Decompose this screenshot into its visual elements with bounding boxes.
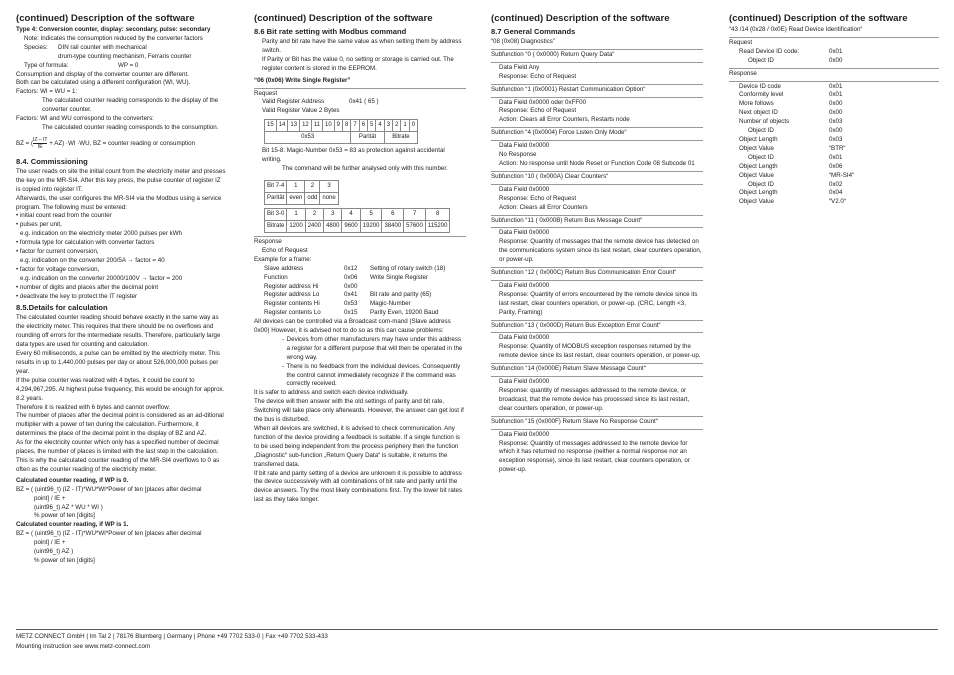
bitrate-header-cell: 3 xyxy=(324,208,342,220)
formula-numerator: IZ – IT xyxy=(33,136,48,143)
type4-formula-type xyxy=(16,62,226,71)
subfunction-title: Subfunction “10 ( 0x000A) Clear Counters“ xyxy=(491,172,609,180)
id-field: Object ID xyxy=(748,153,774,161)
bullet: • factor for voltage conversion, xyxy=(16,265,100,273)
bitrate-value-cell: 115200 xyxy=(425,220,450,232)
bitrate-header-cell: Bit 3-0 xyxy=(265,208,287,220)
subfunction-line: Data Field 0x0000 xyxy=(499,378,550,386)
subfunction-title: Subfunction “1 (0x0001) Restart Communication Option“ xyxy=(491,85,646,93)
subfunction-title: Subfunction “14 (0x000E) Return Slave Message Count“ xyxy=(491,365,646,373)
paragraph: Both can be calculated using a different configuration (WI, WU). xyxy=(16,79,191,87)
paragraph: If bit rate and parity setting of a device are unknown it is possible to address the device successively with all combinations of bit rate and parity until the device answers. Try the most likely combinations first. Try the lower bit rates last as they take longer. xyxy=(254,469,463,504)
paragraph: The calculated counter reading should behave exactly in the same way as the electricity meter. This requires that there should be no overflows and rounding off errors for the intermediate results. Therefore, particularly large data types are used for counting and calculation. xyxy=(16,314,221,349)
id-field: Object Value xyxy=(739,171,774,179)
subfunction-line: Response: Quantity of messages addressed to the remote device for which it has returned no response (neither a normal response nor an exception response), since its last restart, clear counters operation, or power-up. xyxy=(499,439,690,474)
section-title: 8.5.Details for calculation xyxy=(16,303,108,313)
type4-species xyxy=(16,44,226,53)
bitrate-header-cell: 2 xyxy=(305,208,323,220)
column-3 xyxy=(491,12,703,475)
formula xyxy=(16,137,226,150)
frame-row xyxy=(254,274,466,283)
column-1 xyxy=(16,12,226,566)
response-rows xyxy=(729,83,939,208)
parity-table xyxy=(264,180,339,205)
id-row xyxy=(729,109,939,118)
type4-note: Note: Indicates the consumption reduced by the converter factors xyxy=(24,34,203,42)
page-footer xyxy=(16,629,938,652)
subfunction-line: Data Field 0x0000 xyxy=(499,334,550,342)
magic-note: Bit 15-8: Magic-Number 0x53 = 83 as protection against accidental writing. xyxy=(262,147,445,164)
bitrate-cell: Bitrate xyxy=(384,132,417,144)
subfunction-list xyxy=(491,49,703,475)
id-value: 0x00 xyxy=(829,127,843,135)
paragraph: It is safer to address and switch each device individually. xyxy=(254,389,409,397)
id-row xyxy=(729,57,939,66)
subfunction-line: No Response xyxy=(499,151,537,159)
valid-address-label: Valid Register Address xyxy=(262,98,325,106)
frame-field: Register address Hi xyxy=(264,282,319,290)
bitrate-header-row xyxy=(265,208,450,220)
section-title: 8.6 Bit rate setting with Modbus command xyxy=(254,27,407,36)
frame-value: 0x41 xyxy=(344,291,358,299)
column-heading: (continued) Description of the software xyxy=(16,13,195,24)
dash: - xyxy=(282,362,285,370)
frame-value: 0x00 xyxy=(344,282,358,290)
id-row xyxy=(729,91,939,100)
paragraph: As for the electricity counter which only has a specified number of decimal places, the number of places is limited with the last step in the calculation. This is why the calculated counter reading of the MR-SI4 overflows to 0 as often as the counter reading of the electricity meter. xyxy=(16,439,220,473)
subfunction-line: Data Field Any xyxy=(499,63,540,71)
id-row xyxy=(729,163,939,172)
id-value: 0x02 xyxy=(829,180,843,188)
species-value: DIN rail counter with mechanical xyxy=(58,43,147,51)
subfunction-line: Response: quantity of messages addressed to the remote device, or broadcast, that the remote device has processed since its last restart, clear counters operation, or power-up. xyxy=(499,387,690,412)
species-label: Species: xyxy=(24,43,48,51)
bit-cell: 13 xyxy=(288,120,300,132)
id-field: Object ID xyxy=(748,127,774,135)
subfunction-line: Action: Clears all Error Counters, Restarts node xyxy=(499,116,630,124)
subfunction-line: Data Field 0x0000 xyxy=(499,229,550,237)
id-value: “MR-SI4“ xyxy=(829,171,855,179)
bitrate-value-cell: Bitrate xyxy=(265,220,287,232)
footer-website: Mounting instruction see www.metz-connect.com xyxy=(16,643,151,650)
bitrate-header-cell: 6 xyxy=(382,208,404,220)
id-row xyxy=(729,154,939,163)
id-value: “V2.0“ xyxy=(829,198,846,206)
column-heading: (continued) Description of the software xyxy=(491,13,670,24)
id-row xyxy=(729,83,939,92)
response-echo: Echo of Request xyxy=(262,246,308,254)
subfunction-title: Subfunction “11 ( 0x000B) Return Bus Message Count“ xyxy=(491,216,643,224)
type4-title: Type 4: Conversion counter, display: secondary, pulse: secondary xyxy=(16,26,211,33)
subfunction-title: Subfunction “4 (0x0004) Force Listen Only Mode“ xyxy=(491,129,627,137)
id-field: More follows xyxy=(739,100,774,108)
bitrate-header-cell: 4 xyxy=(342,208,360,220)
command-title: “43 /14 (0x28 / 0x0E) Read Device Identification“ xyxy=(729,26,863,33)
subfunction-line: Data Field 0x0000 xyxy=(499,185,550,193)
id-field: Read Device ID code: xyxy=(739,47,800,55)
id-field: Object Value xyxy=(739,198,774,206)
parity-header-cell: 2 xyxy=(305,180,320,192)
id-field: Next object ID xyxy=(739,109,778,117)
calc-line: BZ = ( (uint96_t) (IZ - IT)*WU*WI*Power of ten [places after decimal xyxy=(16,530,202,538)
parity-value-cell: odd xyxy=(305,192,320,204)
calc-line: point] / IE + xyxy=(34,539,66,547)
diagnostics-title: “08 (0x08) Diagnostics” xyxy=(491,38,555,45)
paragraph: The user reads on site the initial count from the electricity meter and presses the key on the MR-SI4. After this key press, the pulse counter of register IZ is copied into register IT. xyxy=(16,167,226,193)
bullet: • deactivate the key to protect the IT register xyxy=(16,292,138,300)
subfunction-line: Data Field 0x0000 oder 0xFF00 xyxy=(499,98,587,106)
bit-cell: 12 xyxy=(300,120,312,132)
bitrate-value-cell: 1200 xyxy=(287,220,305,232)
paragraph: Therefore it is realized with 6 bytes and cannot overflow. xyxy=(16,403,171,411)
bullet-example: e.g. indication on the converter 20000/100V → factor = 200 xyxy=(20,274,183,282)
id-field: Object Length xyxy=(739,189,778,197)
bit-cell: 7 xyxy=(351,120,359,132)
bit-cell: 8 xyxy=(343,120,351,132)
response-label: Response xyxy=(729,69,757,77)
formula-bz: BZ = ( xyxy=(16,140,34,148)
bullet: • number of digits and places after the decimal point xyxy=(16,283,159,291)
parity-cell: Parität xyxy=(351,132,384,144)
frame-desc: Parity Even, 19200 Baud xyxy=(370,309,439,317)
section-title: 8.4. Commissioning xyxy=(16,156,88,166)
frame-value: 0x15 xyxy=(344,309,358,317)
id-field: Object ID xyxy=(748,180,774,188)
subfunction-line: Action: Clears all Error Counters xyxy=(499,203,588,211)
section-title: 8.7 General Commands xyxy=(491,27,576,36)
paragraph: Consumption and display of the converter counter are different. xyxy=(16,70,189,78)
bit-cell: 1 xyxy=(401,120,409,132)
bullet: • factor for current conversion, xyxy=(16,248,99,256)
subfunction-title: Subfunction “0 ( 0x0000) Return Query Data“ xyxy=(491,50,615,58)
magic-note: The command will be further analysed only with this number. xyxy=(282,165,448,173)
paragraph: If Parity or Bit has the value 0, no setting or storage is carried out. The register content is stored in the EEPROM. xyxy=(262,55,454,72)
bit-cell: 0 xyxy=(409,120,417,132)
factor-label: Factors: WI = WU = 1: xyxy=(16,88,78,96)
id-value: 0x01 xyxy=(829,47,843,55)
subfunction-title: Subfunction “13 ( 0x000D) Return Bus Exception Error Count“ xyxy=(491,321,661,329)
subfunction-line: Response: Quantity of MODBUS exception responses returned by the remote device since its last restart, clear counters operation, or power-up. xyxy=(499,343,701,360)
column-4 xyxy=(729,12,939,207)
paragraph: When all devices are switched, it is advised to check communication. Any function of the device providing a feedback is suitable. If a single function is to be used being independent from the process periphery then the function „Diagnostic“ sub-function „Return Query Data“ is suitable, it returns the transferred data. xyxy=(254,425,461,468)
request-rows xyxy=(729,48,939,66)
bullet-example: e.g. indication on the converter 200/5A → factor = 40 xyxy=(20,256,165,264)
calc-line: point] / IE + xyxy=(34,494,66,502)
id-field: Object Length xyxy=(739,162,778,170)
calc-line: BZ = ( (uint96_t) (IZ - IT)*WU*WI*Power of ten [places after decimal xyxy=(16,485,202,493)
paragraph: The device will then answer with the old settings of parity and bit rate. Switching will take place only afterwards. However, the answer can get lost if the bus is disturbed. xyxy=(254,398,464,424)
id-field: Object ID xyxy=(748,56,774,64)
bits-row xyxy=(265,120,418,132)
id-value: “BTR“ xyxy=(829,144,846,152)
subfunction-line: Response: Echo of Request xyxy=(499,194,577,202)
bit-cell: 9 xyxy=(334,120,342,132)
bit-cell: 6 xyxy=(359,120,367,132)
calc-line: (uint96_t) AZ ) xyxy=(34,548,74,556)
bullet-example: e.g. indication on the electricity meter 2000 pulses per kWh xyxy=(20,230,182,238)
command-title: “06 (0x06) Write Single Register” xyxy=(254,76,351,84)
subfunction-line: Data Field 0x0000 xyxy=(499,142,550,150)
paragraph: The number of places after the decimal point is considered as an ad-ditional multiplier with a power of ten during the calculation. Furthermore, it determines the place of the decimal point in the display of BZ and AZ. xyxy=(16,412,224,438)
valid-register-address xyxy=(254,98,466,107)
id-value: 0x01 xyxy=(829,153,843,161)
footer-address: METZ CONNECT GmbH | Im Tal 2 | 78176 Blumberg | Germany | Phone +49 7702 533-0 | Fax +49 7702 533-433 xyxy=(16,633,328,640)
frame-desc xyxy=(370,283,466,292)
id-field: Object Length xyxy=(739,135,778,143)
valid-address-value: 0x41 ( 65 ) xyxy=(349,98,379,106)
factor-label: Factors: WI and WU correspond to the converters: xyxy=(16,115,154,123)
subfunction-line: Response: Quantity of messages that the remote device has detected on the communications system since its last restart, clear counters operation, or power-up. xyxy=(499,238,702,264)
bit-cell: 3 xyxy=(384,120,392,132)
id-row xyxy=(729,198,939,207)
bit-cell: 10 xyxy=(322,120,334,132)
id-field: Object Value xyxy=(739,144,774,152)
bitrate-table xyxy=(264,208,450,233)
paragraph: Afterwards, the user configures the MR-SI4 via the Modbus using a service program. The following must be entered: xyxy=(16,194,222,211)
paragraph: All devices can be controlled via a Broadcast com-mand (Slave address 0x00) However, it is advised not to do so as this can cause problems: xyxy=(254,318,451,335)
formula-denominator: IE xyxy=(37,143,43,150)
parity-value-cell: none xyxy=(320,192,338,204)
frame-row xyxy=(254,300,466,309)
calc-line: (uint96_t) AZ * WU * WI ) xyxy=(34,503,103,511)
bitrate-value-cell: 4800 xyxy=(324,220,342,232)
bits-meaning-row xyxy=(265,132,418,144)
subfunction-title: Subfunction “12 ( 0x000C) Return Bus Communication Error Count“ xyxy=(491,269,677,277)
parity-value-cell: Parität xyxy=(265,192,287,204)
frame-value: 0x06 xyxy=(344,273,358,281)
parity-header-row xyxy=(265,180,339,192)
column-2 xyxy=(254,12,466,505)
subfunction-line: Response: Echo of Request xyxy=(499,72,577,80)
subfunction-line: Response: Echo of Request xyxy=(499,107,577,115)
factor-text: The calculated counter reading corresponds to the consumption. xyxy=(42,123,219,131)
frame-example xyxy=(254,265,466,318)
paragraph: Parity and bit rate have the same value as when setting them by address switch. xyxy=(262,38,462,54)
dash: - xyxy=(282,335,285,343)
request-label: Request xyxy=(729,38,753,46)
frame-desc: Bit rate and parity (65) xyxy=(370,291,432,299)
dash-text: There is no feedback from the individual devices. Consequently the control cannot immediately recognize if the command was correctly received. xyxy=(286,362,461,388)
formula-rest: + AZ) ·WI ·WU, BZ = counter reading or consumption xyxy=(49,140,196,148)
species-value-2: drum-type counting mechanism, Ferraris counter xyxy=(58,52,192,60)
bullet: • formula type for calculation with converter factors xyxy=(16,239,155,247)
bitrate-value-cell: 2400 xyxy=(305,220,323,232)
frame-field: Slave address xyxy=(264,264,304,272)
bitrate-value-cell: 57600 xyxy=(404,220,426,232)
response-label: Response xyxy=(254,237,282,245)
frame-field: Register contents Lo xyxy=(264,309,321,317)
id-value: 0x01 xyxy=(829,91,843,99)
subfunction-title: Subfunction “15 (0x000F) Return Slave No Response Count“ xyxy=(491,417,658,425)
frame-row xyxy=(254,265,466,274)
parity-header-cell: 1 xyxy=(287,180,305,192)
dash-text: Devices from other manufacturers may have under this address a register for a different purpose that will then be operated in the wrong way. xyxy=(286,335,463,361)
bit-cell: 2 xyxy=(393,120,401,132)
frame-row xyxy=(254,291,466,300)
subfunction-line: Action: No response until Node Reset or Function Code 08 Subcode 01 xyxy=(499,159,695,167)
id-row xyxy=(729,100,939,109)
example-label: Example for a frame: xyxy=(254,255,312,263)
parity-header-cell: Bit 7-4 xyxy=(265,180,287,192)
id-row xyxy=(729,145,939,154)
bullet: • initial count read from the counter xyxy=(16,212,112,220)
parity-header-cell: 3 xyxy=(320,180,338,192)
frame-value: 0x53 xyxy=(344,300,358,308)
formula-type-label: Type of formula: xyxy=(24,61,69,69)
bitrate-header-cell: 1 xyxy=(287,208,305,220)
subfunction-line: Data Field 0x0000 xyxy=(499,281,550,289)
id-value: 0x00 xyxy=(829,100,843,108)
bitrate-value-cell: 19200 xyxy=(360,220,382,232)
calc-title: Calculated counter reading, if WP is 1. xyxy=(16,521,129,529)
id-row xyxy=(729,48,939,57)
bitrate-header-cell: 5 xyxy=(360,208,382,220)
request-label: Request xyxy=(254,89,278,97)
column-heading: (continued) Description of the software xyxy=(729,13,908,24)
bit-cell: 11 xyxy=(311,120,322,132)
register-bit-table xyxy=(264,119,418,144)
id-row xyxy=(729,136,939,145)
bit-cell: 15 xyxy=(265,120,277,132)
formula-fraction xyxy=(33,137,47,150)
calc-line: % power of ten [digits] xyxy=(34,512,95,520)
bitrate-header-cell: 8 xyxy=(425,208,450,220)
frame-field: Register contents Hi xyxy=(264,300,320,308)
dash-item xyxy=(254,336,466,363)
id-row xyxy=(729,181,939,190)
id-value: 0x04 xyxy=(829,189,843,197)
bitrate-value-cell: 38400 xyxy=(382,220,404,232)
parity-value-row xyxy=(265,192,339,204)
dash-item xyxy=(254,363,466,390)
bitrate-value-cell: 9600 xyxy=(342,220,360,232)
calc-title: Calculated counter reading, if WP is 0. xyxy=(16,476,129,484)
id-field: Device ID code xyxy=(739,82,781,90)
id-field: Number of objects xyxy=(739,118,790,126)
id-field: Conformity level xyxy=(739,91,784,99)
column-heading: (continued) Description of the software xyxy=(254,13,433,24)
bit-cell: 4 xyxy=(376,120,384,132)
id-value: 0x03 xyxy=(829,118,843,126)
bit-cell: 5 xyxy=(368,120,376,132)
subfunction-line: Response: Quantity of errors encountered by the remote device since its last restart, clear counters operation, or power-up. (CRC, Length <3, Parity, Framing) xyxy=(499,290,698,316)
frame-desc: Magic-Number xyxy=(370,300,411,308)
id-value: 0x00 xyxy=(829,56,843,64)
bitrate-value-row xyxy=(265,220,450,232)
id-row xyxy=(729,127,939,136)
frame-desc: Write Single Register xyxy=(370,273,429,281)
id-value: 0x03 xyxy=(829,135,843,143)
bitrate-header-cell: 7 xyxy=(404,208,426,220)
id-row xyxy=(729,118,939,127)
id-value: 0x01 xyxy=(829,82,843,90)
valid-value-label: Valid Register Value 2 Bytes xyxy=(262,107,340,115)
magic-cell: 0x53 xyxy=(265,132,351,144)
formula-type-value: WP = 0 xyxy=(118,61,139,69)
parity-value-cell: even xyxy=(287,192,305,204)
id-row xyxy=(729,172,939,181)
paragraph: Every 60 milliseconds, a pulse can be emitted by the electricity meter. This results in up to 1,440,000 pulses per day or about 526,000,000 pulses per year. xyxy=(16,350,220,375)
frame-field: Register address Lo xyxy=(264,291,320,299)
id-row xyxy=(729,189,939,198)
paragraph: If the pulse counter was realized with 4 bytes, it could be count to 4,294,967,295. At highest pulse frequency, this would be enough for approx. 8.2 years. xyxy=(16,376,225,402)
bit-cell: 14 xyxy=(276,120,288,132)
calc-line: % power of ten [digits] xyxy=(34,556,95,564)
frame-desc: Setting of rotary switch (18) xyxy=(370,264,446,272)
id-value: 0x00 xyxy=(829,109,843,117)
frame-row xyxy=(254,309,466,318)
frame-field: Function xyxy=(264,273,288,281)
frame-row xyxy=(254,283,466,292)
bullet: • pulses per unit, xyxy=(16,221,62,229)
id-value: 0x06 xyxy=(829,162,843,170)
frame-value: 0x12 xyxy=(344,264,358,272)
factor-text: The calculated counter reading corresponds to the display of the converter counter. xyxy=(42,97,219,114)
subfunction-line: Data Field 0x0000 xyxy=(499,430,550,438)
